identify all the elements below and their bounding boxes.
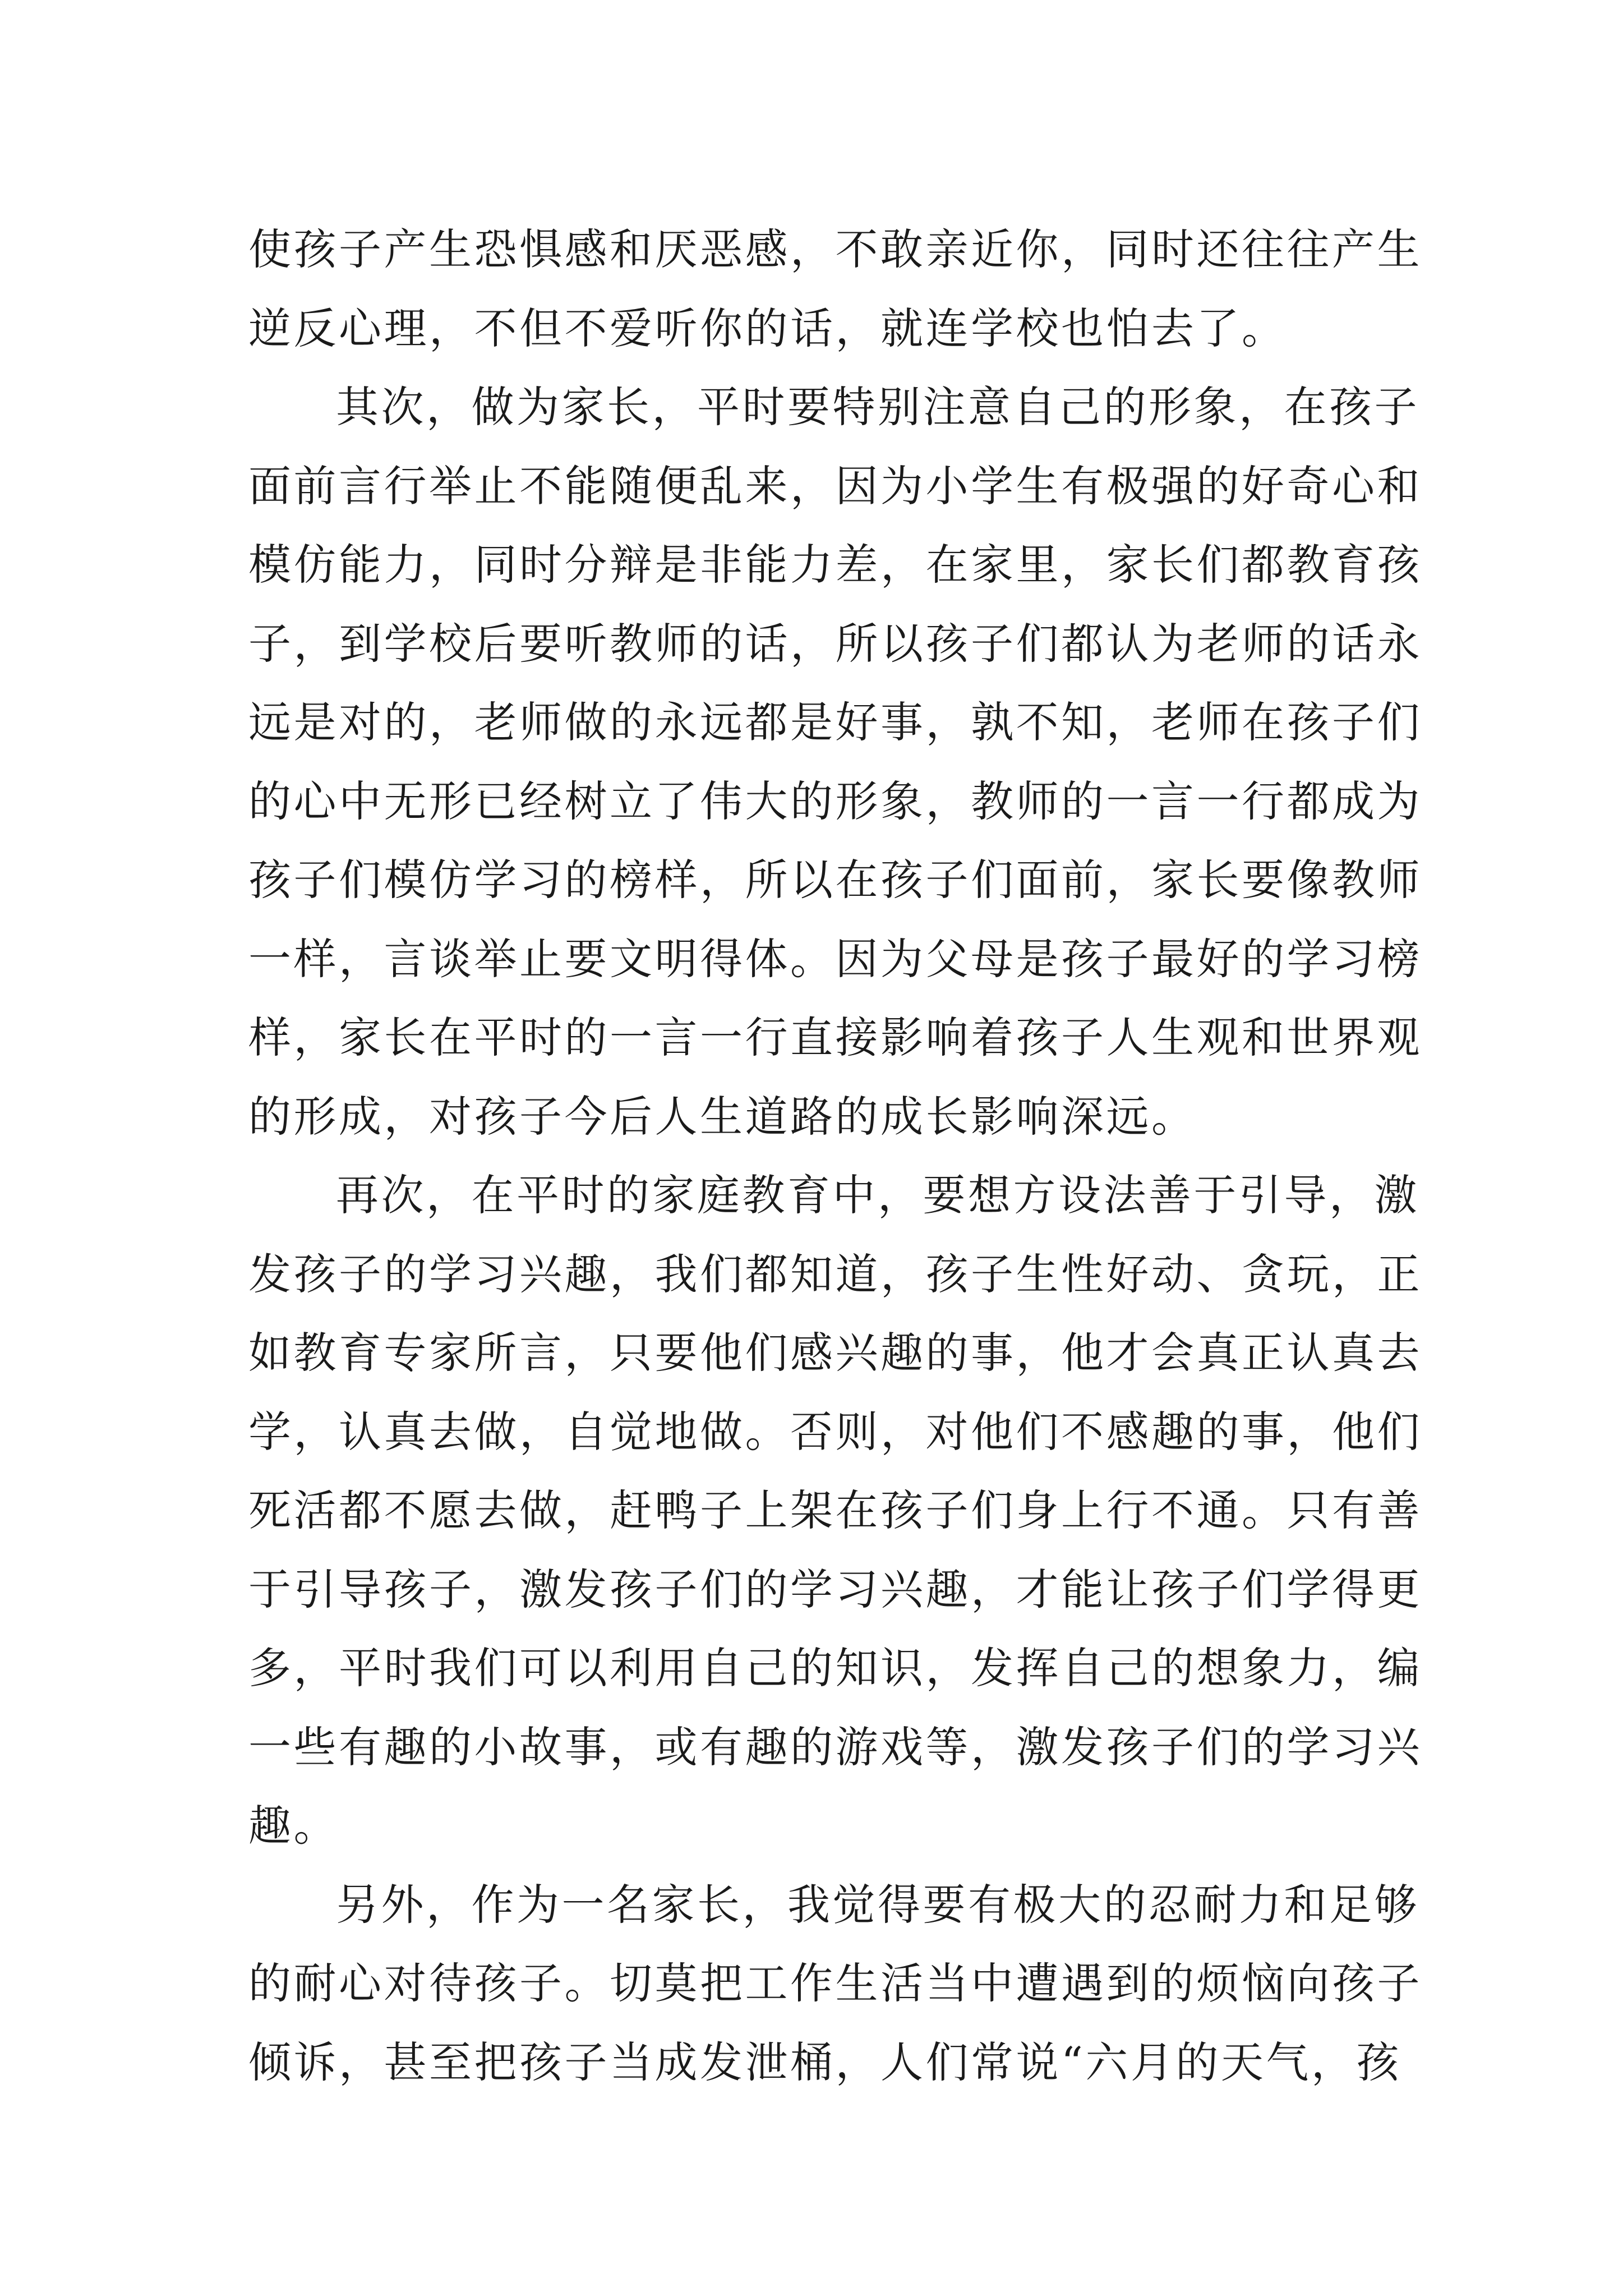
text-line: 一些有趣的小故事，或有趣的游戏等，激发孩子们的学习兴 — [248, 1722, 1422, 1772]
paragraph — [248, 210, 1422, 368]
text-line: 的耐心对待孩子。切莫把工作生活当中遭遇到的烦恼向孩子 — [248, 1958, 1422, 2008]
text-line: 孩子们模仿学习的榜样，所以在孩子们面前，家长要像教师 — [248, 855, 1422, 905]
text-line: 于引导孩子，激发孩子们的学习兴趣，才能让孩子们学得更 — [248, 1564, 1422, 1614]
text-line: 趣。 — [248, 1801, 339, 1851]
text-line: 学，认真去做，自觉地做。否则，对他们不感趣的事，他们 — [248, 1406, 1422, 1457]
text-line: 的心中无形已经树立了伟大的形象，教师的一言一行都成为 — [248, 776, 1422, 826]
text-line: 其次，做为家长，平时要特别注意自己的形象，在孩子 — [336, 382, 1419, 432]
text-line: 再次，在平时的家庭教育中，要想方设法善于引导，激 — [336, 1170, 1419, 1220]
paragraph — [248, 1156, 1422, 1866]
text-line: 一样，言谈举止要文明得体。因为父母是孩子最好的学习榜 — [248, 933, 1422, 984]
text-line: 发孩子的学习兴趣，我们都知道，孩子生性好动、贪玩，正 — [248, 1249, 1422, 1299]
text-line: 远是对的，老师做的永远都是好事，孰不知，老师在孩子们 — [248, 697, 1422, 747]
text-line: 面前言行举止不能随便乱来，因为小学生有极强的好奇心和 — [248, 461, 1422, 511]
text-line: 如教育专家所言，只要他们感兴趣的事，他才会真正认真去 — [248, 1328, 1422, 1378]
text-line: 子，到学校后要听教师的话，所以孩子们都认为老师的话永 — [248, 618, 1422, 669]
text-line: 逆反心理，不但不爱听你的话，就连学校也怕去了。 — [248, 303, 1287, 353]
text-line: 样，家长在平时的一言一行直接影响着孩子人生观和世界观 — [248, 1013, 1422, 1062]
text-line: 倾诉，甚至把孩子当成发泄桶，人们常说“六月的天气，孩 — [248, 2037, 1401, 2087]
text-line: 使孩子产生恐惧感和厌恶感，不敢亲近你，同时还往往产生 — [248, 224, 1422, 274]
text-line: 多，平时我们可以利用自己的知识，发挥自己的想象力，编 — [248, 1643, 1422, 1693]
paragraph — [248, 368, 1422, 1156]
document-body — [248, 210, 1422, 2102]
text-line: 模仿能力，同时分辩是非能力差，在家里，家长们都教育孩 — [248, 540, 1422, 590]
text-line: 另外，作为一名家长，我觉得要有极大的忍耐力和足够 — [336, 1879, 1419, 1930]
text-line: 死活都不愿去做，赶鸭子上架在孩子们身上行不通。只有善 — [248, 1485, 1422, 1535]
paragraph — [248, 1866, 1422, 2102]
text-line: 的形成，对孩子今后人生道路的成长影响深远。 — [248, 1091, 1197, 1142]
